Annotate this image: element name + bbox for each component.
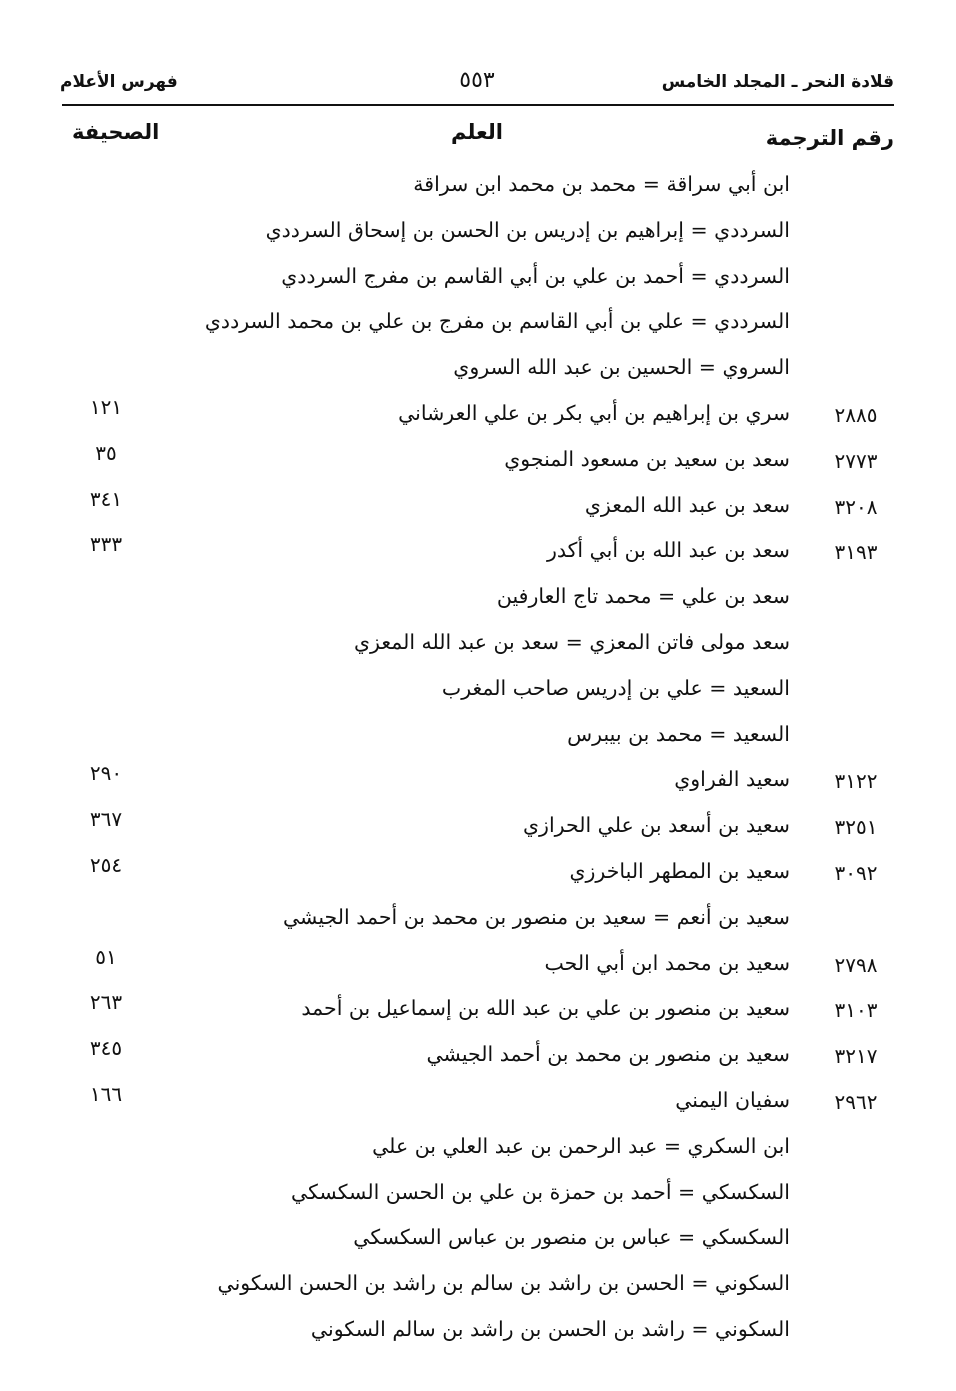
index-entry bbox=[60, 1307, 894, 1353]
entry-name: سعد مولى فاتن المعزي = سعد بن عبد الله المعزي bbox=[353, 629, 790, 654]
entry-number: ٣٢٠٨ bbox=[834, 494, 878, 519]
index-entry bbox=[60, 986, 894, 1032]
entry-page: ٢٩٠ bbox=[89, 761, 123, 786]
entry-name: سعيد بن محمد ابن أبي الحب bbox=[544, 950, 790, 975]
entry-number: ٣١٠٣ bbox=[834, 998, 878, 1023]
header-rule bbox=[62, 104, 894, 106]
index-entry bbox=[60, 1261, 894, 1307]
entry-name: سعيد بن منصور بن محمد بن أحمد الجيشي bbox=[426, 1042, 790, 1067]
entry-name: سعد بن عبد الله المعزي bbox=[584, 492, 790, 517]
page-number: ٥٥٣ bbox=[459, 68, 495, 93]
index-entry bbox=[60, 712, 894, 758]
entry-page: ١٦٦ bbox=[89, 1081, 123, 1106]
entry-name: ابن السكري = عبد الرحمن بن عبد العلي بن علي bbox=[372, 1133, 790, 1158]
index-entry bbox=[60, 1124, 894, 1170]
entry-page: ٣٤١ bbox=[89, 486, 123, 511]
index-entry bbox=[60, 483, 894, 529]
index-entry bbox=[60, 299, 894, 345]
index-entries bbox=[60, 162, 894, 1353]
entry-name: سعد بن علي = محمد تاج العارفين bbox=[496, 584, 790, 609]
index-entry bbox=[60, 528, 894, 574]
index-entry bbox=[60, 620, 894, 666]
entry-name: السرددي = أحمد بن علي بن أبي القاسم بن مفرج السرددي bbox=[281, 263, 790, 288]
entry-number: ٢٧٧٣ bbox=[834, 448, 878, 473]
entry-name: السعيد = علي بن إدريس صاحب المغرب bbox=[441, 675, 790, 700]
entry-page: ٣٤٥ bbox=[89, 1036, 123, 1061]
entry-name: السعيد = محمد بن بيبرس bbox=[567, 721, 790, 746]
entry-name: السكسكي = عباس بن منصور بن عباس السكسكي bbox=[353, 1225, 790, 1250]
index-entry bbox=[60, 1170, 894, 1216]
entry-name: السرددي = إبراهيم بن إدريس بن الحسن بن إسحاق السرددي bbox=[265, 217, 790, 242]
entry-name: سعيد بن أسعد بن علي الحرازي bbox=[523, 813, 790, 838]
entry-number: ٣٢٥١ bbox=[834, 815, 878, 840]
entry-page: ٣٣٣ bbox=[89, 532, 123, 557]
index-title: فهرس الأعلام bbox=[60, 72, 178, 92]
column-header-entry-number: رقم الترجمة bbox=[765, 126, 894, 150]
index-entry bbox=[60, 895, 894, 941]
index-entry bbox=[60, 391, 894, 437]
entry-name: ابن أبي سراقة = محمد بن محمد ابن سراقة bbox=[413, 172, 790, 196]
entry-name: سفيان اليمني bbox=[675, 1087, 790, 1112]
entry-number: ٣٢١٧ bbox=[834, 1044, 878, 1069]
entry-name: سعيد بن المطهر الباخرزي bbox=[569, 858, 790, 883]
entry-name: السكوني = راشد بن الحسن بن راشد بن سالم السكوني bbox=[310, 1316, 790, 1341]
index-entry bbox=[60, 757, 894, 803]
entry-name: السروي = الحسين بن عبد الله السروي bbox=[453, 355, 790, 380]
entry-name: سعد بن عبد الله بن أبي أكدر bbox=[546, 538, 790, 563]
entry-page: ٥١ bbox=[95, 944, 117, 969]
entry-page: ٢٥٤ bbox=[89, 852, 123, 877]
entry-number: ٢٨٨٥ bbox=[834, 402, 878, 427]
entry-number: ٢٩٦٢ bbox=[834, 1089, 878, 1114]
entry-name: السرددي = علي بن أبي القاسم بن مفرج بن علي بن محمد السرددي bbox=[204, 309, 790, 334]
entry-name: سري بن إبراهيم بن أبي بكر بن علي العرشاني bbox=[398, 400, 790, 425]
entry-name: سعيد بن أنعم = سعيد بن منصور بن محمد بن أحمد الجيشي bbox=[282, 904, 790, 929]
entry-name: سعيد الفراوي bbox=[674, 767, 790, 792]
entry-name: سعيد بن منصور بن علي بن عبد الله بن إسماعيل بن أحمد bbox=[301, 996, 790, 1021]
entry-page: ٣٦٧ bbox=[89, 807, 123, 832]
entry-number: ٣١٩٣ bbox=[834, 540, 878, 565]
entry-page: ٢٦٣ bbox=[89, 990, 123, 1015]
entry-number: ٢٧٩٨ bbox=[834, 952, 878, 977]
index-entry bbox=[60, 345, 894, 391]
index-entry bbox=[60, 254, 894, 300]
entry-page: ٣٥ bbox=[95, 440, 117, 465]
index-entry bbox=[60, 1032, 894, 1078]
entry-name: السكوني = الحسن بن راشد بن سالم بن راشد بن الحسن السكوني bbox=[217, 1271, 790, 1296]
index-entry bbox=[60, 666, 894, 712]
index-entry bbox=[60, 941, 894, 987]
entry-name: سعد بن سعيد بن مسعود المنجوي bbox=[504, 446, 790, 471]
page-header bbox=[60, 68, 894, 102]
index-entry bbox=[60, 162, 894, 208]
index-entry bbox=[60, 849, 894, 895]
column-header-name: العلم bbox=[451, 120, 503, 144]
column-header-page: الصحيفة bbox=[72, 120, 160, 144]
entry-number: ٣١٢٢ bbox=[834, 769, 878, 794]
index-entry bbox=[60, 208, 894, 254]
index-entry bbox=[60, 803, 894, 849]
book-title: قلادة النحر ـ المجلد الخامس bbox=[661, 72, 894, 92]
column-headers bbox=[60, 120, 894, 160]
index-entry bbox=[60, 574, 894, 620]
index-entry bbox=[60, 1078, 894, 1124]
index-entry bbox=[60, 1215, 894, 1261]
index-entry bbox=[60, 437, 894, 483]
entry-name: السكسكي = أحمد بن حمزة بن علي بن الحسن السكسكي bbox=[291, 1179, 790, 1204]
entry-number: ٣٠٩٢ bbox=[834, 860, 878, 885]
entry-page: ١٢١ bbox=[89, 394, 123, 419]
